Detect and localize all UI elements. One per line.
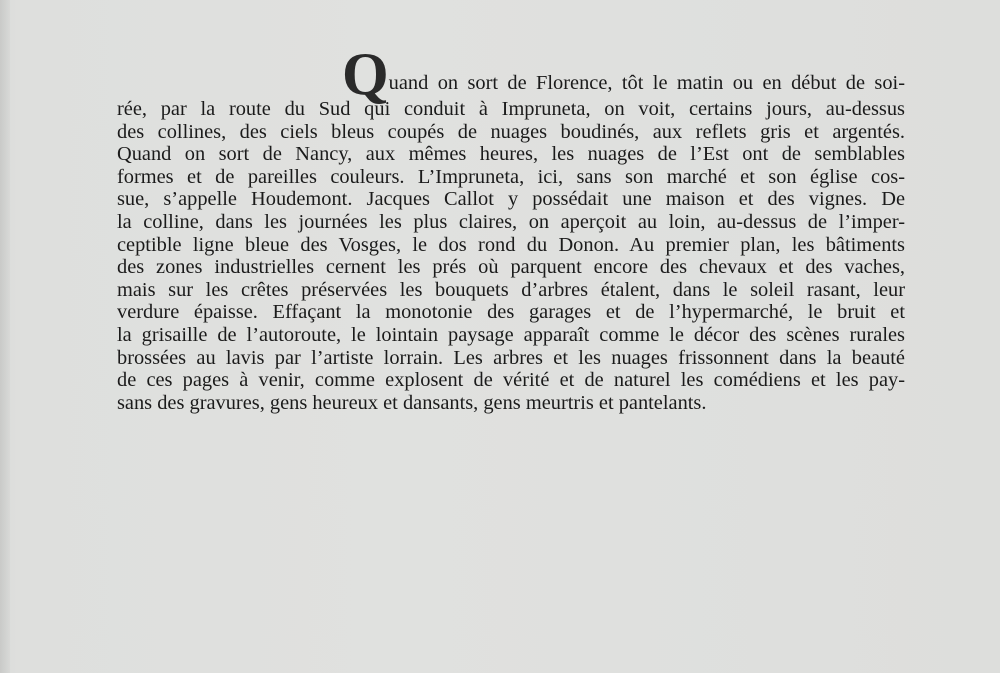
- text-line: la colline, dans les journées les plus claires, on aperçoit au loin, au-dessus de l’imper-: [117, 210, 905, 233]
- text-line: verdure épaisse. Effaçant la monotonie des garages et de l’hypermarché, le bruit et: [117, 301, 905, 324]
- text-line: de ces pages à venir, comme explosent de vérité et de naturel les comédiens et les pay-: [117, 369, 905, 392]
- text-line: mais sur les crêtes préservées les bouquets d’arbres étalent, dans le soleil rasant, leur: [117, 278, 905, 301]
- text-line: la grisaille de l’autoroute, le lointain paysage apparaît comme le décor des scènes rurales: [117, 323, 905, 346]
- text-line: Quand on sort de Nancy, aux mêmes heures, les nuages de l’Est ont de semblables: [117, 143, 905, 166]
- text-line: des collines, des ciels bleus coupés de nuages boudinés, aux reflets gris et argentés.: [117, 120, 905, 143]
- drop-cap: Q: [342, 41, 388, 107]
- text-line: sue, s’appelle Houdemont. Jacques Callot y possédait une maison et des vignes. De: [117, 188, 905, 211]
- text-line: sans des gravures, gens heureux et dansants, gens meurtris et pantelants.: [117, 391, 707, 414]
- page-edge-shadow: [0, 0, 10, 673]
- text-line: formes et de pareilles couleurs. L’Impruneta, ici, sans son marché et son église cos-: [117, 165, 905, 188]
- text-line: des zones industrielles cernent les prés où parquent encore des chevaux et des vaches,: [117, 256, 905, 279]
- text-line: ceptible ligne bleue des Vosges, le dos rond du Donon. Au premier plan, les bâtiments: [117, 233, 905, 256]
- text-line: rée, par la route du Sud qui conduit à Impruneta, on voit, certains jours, au-dessus: [117, 98, 905, 120]
- text-line: brossées au lavis par l’artiste lorrain. Les arbres et les nuages frissonnent dans la beauté: [117, 346, 905, 369]
- text-paragraph: [117, 41, 905, 414]
- first-line: [117, 41, 905, 107]
- text-line: uand on sort de Florence, tôt le matin ou en début de soi-: [388, 72, 905, 95]
